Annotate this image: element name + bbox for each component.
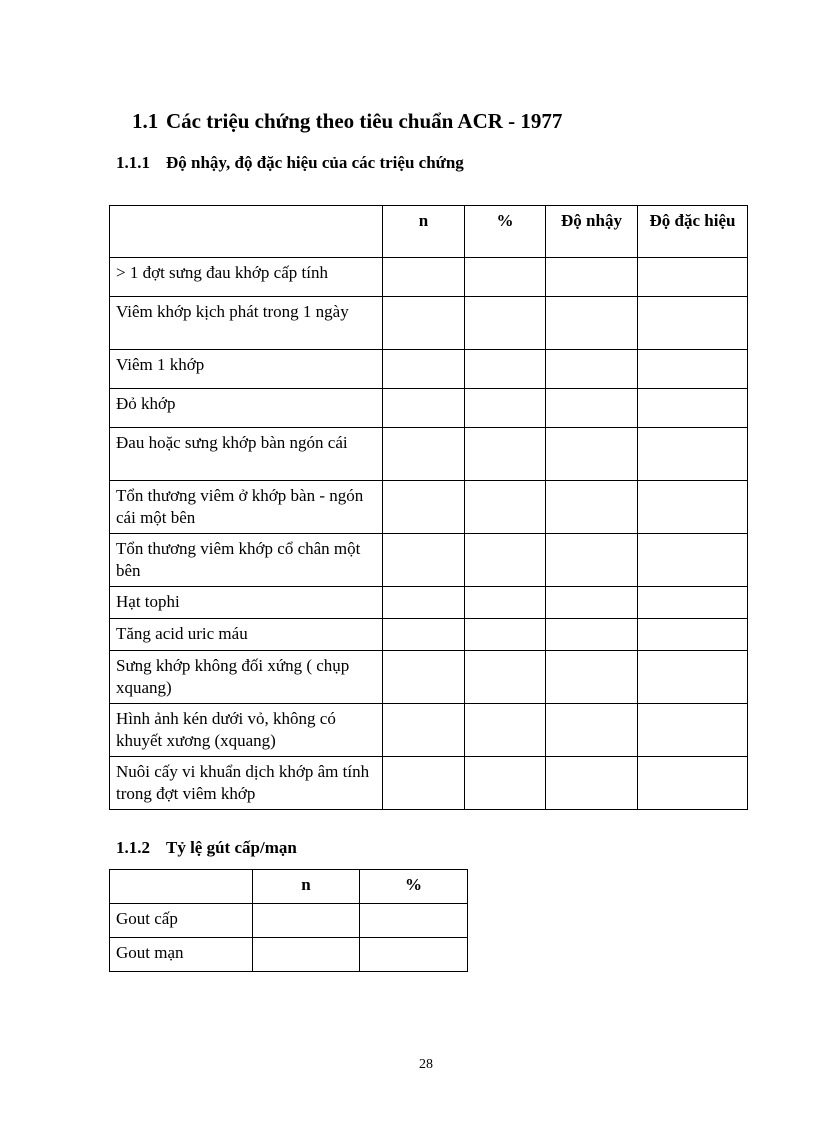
cell-percent bbox=[465, 481, 546, 534]
table-row bbox=[110, 587, 748, 619]
cell-specificity bbox=[638, 350, 748, 389]
cell-percent bbox=[465, 587, 546, 619]
cell-sensitivity bbox=[546, 757, 638, 810]
row-label: Đỏ khớp bbox=[110, 389, 383, 428]
cell-percent bbox=[465, 389, 546, 428]
subsection-2-number: 1.1.2 bbox=[116, 838, 150, 857]
cell-specificity bbox=[638, 534, 748, 587]
cell-sensitivity bbox=[546, 350, 638, 389]
row-label: > 1 đợt sưng đau khớp cấp tính bbox=[110, 258, 383, 297]
cell-specificity bbox=[638, 619, 748, 651]
header-cell-blank bbox=[110, 206, 383, 258]
row-label: Gout cấp bbox=[110, 904, 253, 938]
cell-percent bbox=[465, 651, 546, 704]
cell-percent bbox=[465, 428, 546, 481]
cell-n bbox=[253, 938, 360, 972]
section-number: 1.1 bbox=[132, 109, 159, 133]
table-row bbox=[110, 757, 748, 810]
row-label: Hình ảnh kén dưới vỏ, không có khuyết xương (xquang) bbox=[110, 704, 383, 757]
row-label: Hạt tophi bbox=[110, 587, 383, 619]
table-header-row bbox=[110, 870, 468, 904]
cell-sensitivity bbox=[546, 619, 638, 651]
row-label: Sưng khớp không đối xứng ( chụp xquang) bbox=[110, 651, 383, 704]
cell-percent bbox=[465, 704, 546, 757]
table-row bbox=[110, 651, 748, 704]
cell-percent bbox=[465, 297, 546, 350]
cell-specificity bbox=[638, 389, 748, 428]
cell-specificity bbox=[638, 258, 748, 297]
subsection-1-title: Độ nhậy, độ đặc hiệu của các triệu chứng bbox=[166, 153, 464, 172]
table-row bbox=[110, 350, 748, 389]
row-label: Gout mạn bbox=[110, 938, 253, 972]
cell-sensitivity bbox=[546, 651, 638, 704]
symptoms-table bbox=[109, 205, 748, 810]
row-label: Tổn thương viêm khớp cổ chân một bên bbox=[110, 534, 383, 587]
table-row bbox=[110, 904, 468, 938]
cell-n bbox=[383, 350, 465, 389]
cell-percent bbox=[465, 757, 546, 810]
cell-n bbox=[383, 587, 465, 619]
header-cell-n: n bbox=[383, 206, 465, 258]
cell-specificity bbox=[638, 704, 748, 757]
cell-specificity bbox=[638, 651, 748, 704]
cell-n bbox=[383, 297, 465, 350]
table-row bbox=[110, 297, 748, 350]
cell-sensitivity bbox=[546, 704, 638, 757]
table-row bbox=[110, 428, 748, 481]
cell-n bbox=[383, 534, 465, 587]
cell-sensitivity bbox=[546, 297, 638, 350]
subsection-heading-2 bbox=[116, 838, 297, 858]
table-row bbox=[110, 481, 748, 534]
cell-sensitivity bbox=[546, 481, 638, 534]
header-cell-blank bbox=[110, 870, 253, 904]
cell-n bbox=[383, 258, 465, 297]
cell-sensitivity bbox=[546, 534, 638, 587]
cell-sensitivity bbox=[546, 258, 638, 297]
cell-n bbox=[253, 904, 360, 938]
cell-specificity bbox=[638, 428, 748, 481]
page-number: 28 bbox=[419, 1057, 433, 1072]
row-label: Tổn thương viêm ở khớp bàn - ngón cái một bên bbox=[110, 481, 383, 534]
table-row bbox=[110, 938, 468, 972]
row-label: Tăng acid uric máu bbox=[110, 619, 383, 651]
subsection-1-number: 1.1.1 bbox=[116, 153, 150, 172]
cell-n bbox=[383, 704, 465, 757]
section-title-text: Các triệu chứng theo tiêu chuẩn ACR - 1977 bbox=[166, 109, 563, 133]
cell-n bbox=[383, 428, 465, 481]
cell-percent bbox=[465, 350, 546, 389]
table-row bbox=[110, 704, 748, 757]
subsection-heading-1 bbox=[116, 153, 464, 173]
subsection-2-title: Tỷ lệ gút cấp/mạn bbox=[166, 838, 297, 857]
table-row bbox=[110, 389, 748, 428]
header-cell-percent: % bbox=[360, 870, 468, 904]
cell-sensitivity bbox=[546, 389, 638, 428]
cell-percent bbox=[465, 619, 546, 651]
header-cell-n: n bbox=[253, 870, 360, 904]
table-row bbox=[110, 258, 748, 297]
cell-specificity bbox=[638, 297, 748, 350]
gout-ratio-table bbox=[109, 869, 468, 972]
cell-n bbox=[383, 619, 465, 651]
header-cell-specificity: Độ đặc hiệu bbox=[638, 206, 748, 258]
header-cell-sensitivity: Độ nhậy bbox=[546, 206, 638, 258]
section-heading bbox=[132, 109, 562, 134]
cell-sensitivity bbox=[546, 587, 638, 619]
cell-specificity bbox=[638, 481, 748, 534]
row-label: Nuôi cấy vi khuẩn dịch khớp âm tính trong đợt viêm khớp bbox=[110, 757, 383, 810]
row-label: Viêm 1 khớp bbox=[110, 350, 383, 389]
row-label: Viêm khớp kịch phát trong 1 ngày bbox=[110, 297, 383, 350]
table-header-row bbox=[110, 206, 748, 258]
cell-percent bbox=[360, 938, 468, 972]
cell-percent bbox=[465, 534, 546, 587]
cell-percent bbox=[465, 258, 546, 297]
cell-n bbox=[383, 757, 465, 810]
cell-n bbox=[383, 651, 465, 704]
table-row bbox=[110, 619, 748, 651]
cell-percent bbox=[360, 904, 468, 938]
cell-sensitivity bbox=[546, 428, 638, 481]
cell-n bbox=[383, 389, 465, 428]
table-row bbox=[110, 534, 748, 587]
cell-specificity bbox=[638, 587, 748, 619]
cell-n bbox=[383, 481, 465, 534]
row-label: Đau hoặc sưng khớp bàn ngón cái bbox=[110, 428, 383, 481]
cell-specificity bbox=[638, 757, 748, 810]
header-cell-percent: % bbox=[465, 206, 546, 258]
